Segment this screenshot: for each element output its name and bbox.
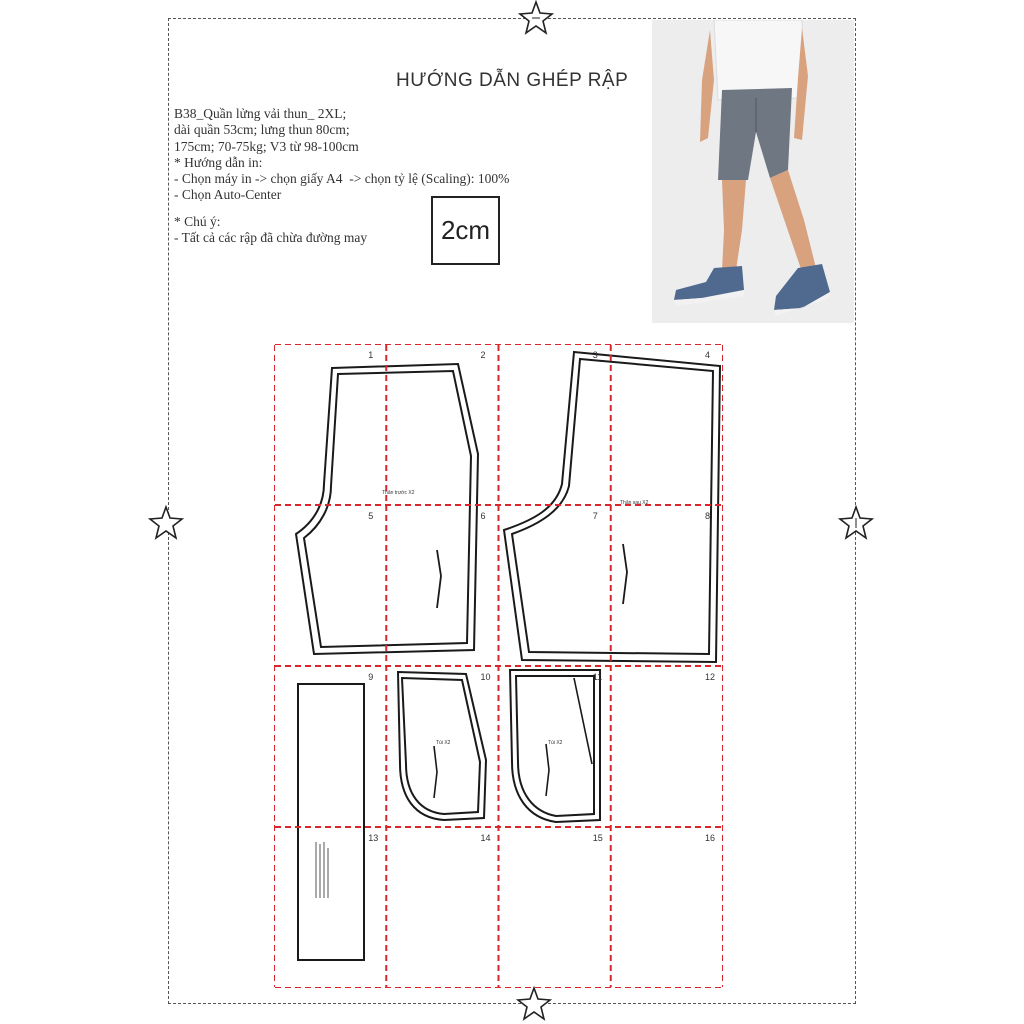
back-piece-label: Thân sau X2 <box>620 500 649 506</box>
back-pattern-piece-seam <box>512 359 713 654</box>
instruction-line: - Chọn máy in -> chọn giấy A4 -> chọn tỷ lệ (Scaling): 100% <box>174 171 510 187</box>
top-alignment-star-icon <box>518 0 554 36</box>
waistband-pattern-piece <box>298 684 364 960</box>
instruction-line: - Chọn Auto-Center <box>174 187 282 203</box>
page-number-13: 13 <box>368 833 379 843</box>
bottom-alignment-star-icon <box>516 986 552 1022</box>
page-number-12: 12 <box>705 672 716 682</box>
instructions-block <box>174 106 574 246</box>
page-number-3: 3 <box>592 350 598 360</box>
instruction-spacer <box>174 204 574 214</box>
front-grainline-arrow <box>437 550 441 608</box>
back-grainline-arrow <box>623 544 627 604</box>
back-pattern-piece <box>504 352 720 662</box>
waistband-note-area <box>312 840 332 900</box>
shirt-shape <box>714 20 804 100</box>
product-photo <box>652 20 854 323</box>
instruction-line: * Chú ý: <box>174 213 221 229</box>
pocket-right-grainline-arrow <box>546 744 549 796</box>
right-alignment-star-icon <box>838 505 874 541</box>
page-number-15: 15 <box>592 833 603 843</box>
instruction-line: B38_Quần lửng vải thun_ 2XL; <box>174 106 347 121</box>
page-number-9: 9 <box>368 672 374 682</box>
page-title: HƯỚNG DẪN GHÉP RẬP <box>396 70 629 91</box>
page-number-5: 5 <box>368 511 374 521</box>
instruction-line: * Hướng dẫn in: <box>174 154 263 170</box>
instruction-line: - Tất cả các rập đã chừa đường may <box>174 230 368 246</box>
scale-label: 2cm <box>440 215 491 245</box>
page-number-14: 14 <box>480 833 491 843</box>
pocket-left-label: Túi X2 <box>436 740 451 746</box>
pocket-left-pattern-piece <box>398 672 486 820</box>
scale-reference-box <box>431 196 500 265</box>
pattern-pieces <box>296 352 720 960</box>
pocket-right-pattern-piece <box>510 670 603 822</box>
page-number-16: 16 <box>705 833 716 843</box>
page-number-7: 7 <box>592 511 598 521</box>
pocket-right-label: Túi X2 <box>548 740 563 746</box>
page-grid <box>274 344 723 988</box>
page-number-6: 6 <box>480 511 486 521</box>
page-number-4: 4 <box>705 350 711 360</box>
page-number-11: 11 <box>592 672 603 682</box>
page-number-10: 10 <box>480 672 491 682</box>
left-alignment-star-icon <box>148 505 184 541</box>
pocket-left-grainline-arrow <box>434 746 437 798</box>
instruction-line: 175cm; 70-75kg; V3 từ 98-100cm <box>174 138 359 154</box>
pattern-sheet <box>274 344 723 988</box>
page-number-1: 1 <box>368 350 374 360</box>
page-number-8: 8 <box>705 511 711 521</box>
front-piece-label: Thân trước X2 <box>382 490 415 496</box>
page-number-2: 2 <box>480 350 486 360</box>
instruction-line: dài quần 53cm; lưng thun 80cm; <box>174 122 350 138</box>
